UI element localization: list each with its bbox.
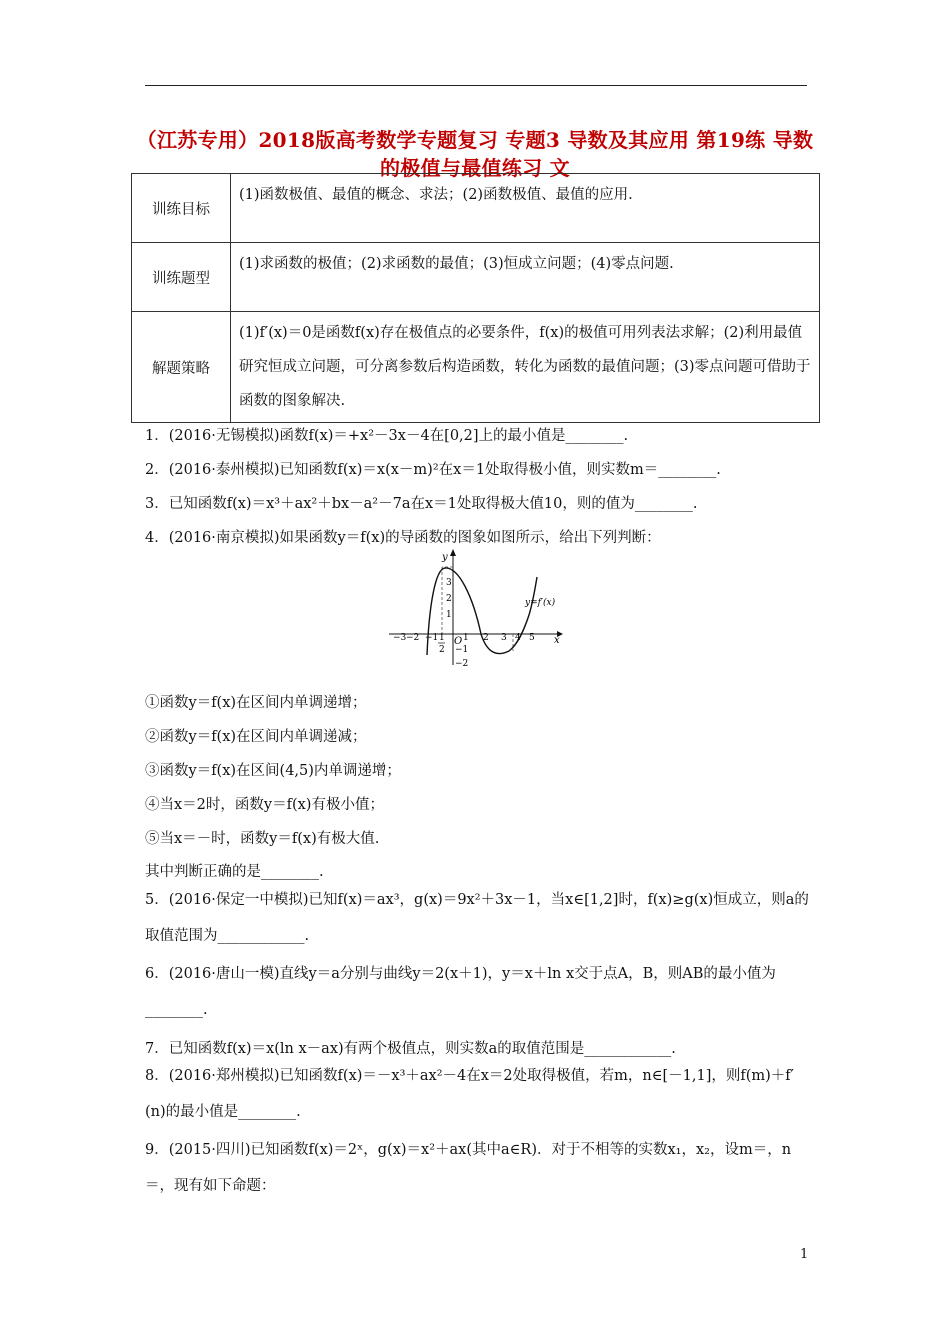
- table-row: [132, 174, 820, 243]
- judgment-1: ①函数y＝f(x)在区间内单调递增；: [145, 695, 367, 711]
- derivative-graph: [387, 547, 567, 669]
- judgment-3: ③函数y＝f(x)在区间(4,5)内单调递增；: [145, 763, 401, 779]
- y-tick-label: −2: [455, 659, 469, 669]
- y-tick-label: 3: [446, 578, 452, 588]
- row-label: 训练题型: [132, 243, 231, 312]
- question-4-answer: 其中判断正确的是________.: [145, 864, 324, 880]
- row-label: 训练目标: [132, 174, 231, 243]
- row-content: (1)函数极值、最值的概念、求法；(2)函数极值、最值的应用.: [231, 174, 820, 243]
- x-tick-label: 4: [515, 633, 521, 643]
- x-tick-label: −2: [406, 633, 420, 643]
- training-info-table: [131, 173, 820, 423]
- y-tick-label: 2: [446, 594, 452, 604]
- question-1: 1．(2016·无锡模拟)函数f(x)＝+x²－3x－4在[0,2]上的最小值是________.: [145, 428, 629, 444]
- question-4: 4．(2016·南京模拟)如果函数y＝f(x)的导函数的图象如图所示，给出下列判断：: [145, 530, 661, 546]
- y-tick-label: 1: [446, 610, 452, 620]
- question-3: 3．已知函数f(x)＝x³＋ax²＋bx－a²－7a在x＝1处取得极大值10，则的值为________.: [145, 496, 698, 512]
- y-axis-label: y: [442, 552, 448, 563]
- x-tick-label: 3: [501, 633, 507, 643]
- question-2: 2．(2016·泰州模拟)已知函数f(x)＝x(x－m)²在x＝1处取得极小值，则实数m＝________.: [145, 462, 721, 478]
- origin-label: O: [454, 636, 463, 647]
- page-number: 1: [800, 1247, 809, 1262]
- row-content: (1)f′(x)＝0是函数f(x)存在极值点的必要条件，f(x)的极值可用列表法求解；(2)利用最值研究恒成立问题，可分离参数后构造函数，转化为函数的最值问题；(3)零点问题可借助于函数的图象解决.: [231, 312, 820, 423]
- curve-label: y=f′(x): [525, 598, 556, 608]
- table-row: [132, 312, 820, 423]
- row-label: 解题策略: [132, 312, 231, 423]
- judgment-2: ②函数y＝f(x)在区间内单调递减；: [145, 729, 367, 745]
- x-axis-label: x: [554, 635, 560, 646]
- x-tick-label: −3: [393, 633, 407, 643]
- x-tick-half-numerator: 1: [439, 633, 445, 643]
- x-tick-label: 1: [463, 633, 469, 643]
- y-axis-arrow: [450, 549, 456, 556]
- judgment-4: ④当x＝2时，函数y＝f(x)有极小值；: [145, 797, 384, 813]
- document-title: （江苏专用）2018版高考数学专题复习 专题3 导数及其应用 第19练 导数的极值与最值练习 文: [136, 128, 814, 180]
- row-content: (1)求函数的极值；(2)求函数的最值；(3)恒成立问题；(4)零点问题.: [231, 243, 820, 312]
- x-tick-label: 5: [529, 633, 535, 643]
- x-tick-label: 2: [483, 633, 489, 643]
- question-6: 6．(2016·唐山一模)直线y＝a分别与曲线y＝2(x＋1)，y＝x＋ln x交于点A，B，则AB的最小值为________.: [145, 966, 776, 1018]
- question-9: 9．(2015·四川)已知函数f(x)＝2ˣ，g(x)＝x²＋ax(其中a∈R)．对于不相等的实数x₁，x₂，设m＝，n＝，现有如下命题：: [145, 1142, 792, 1194]
- x-tick-half-denominator: 2: [439, 645, 445, 655]
- question-5: 5．(2016·保定一中模拟)已知f(x)＝ax³，g(x)＝9x²＋3x－1，当x∈[1,2]时，f(x)≥g(x)恒成立，则a的取值范围为____________.: [145, 892, 809, 944]
- judgment-5: ⑤当x＝－时，函数y＝f(x)有极大值.: [145, 831, 380, 847]
- question-7: 7．已知函数f(x)＝x(ln x－ax)有两个极值点，则实数a的取值范围是____________.: [145, 1041, 676, 1057]
- table-row: [132, 243, 820, 312]
- question-8: 8．(2016·郑州模拟)已知函数f(x)＝－x³＋ax²－4在x＝2处取得极值，若m，n∈[－1,1]，则f(m)＋f′(n)的最小值是________.: [145, 1068, 794, 1120]
- x-tick-label: −1: [425, 633, 439, 643]
- y-tick-label: −1: [455, 645, 469, 655]
- header-rule: [145, 85, 807, 86]
